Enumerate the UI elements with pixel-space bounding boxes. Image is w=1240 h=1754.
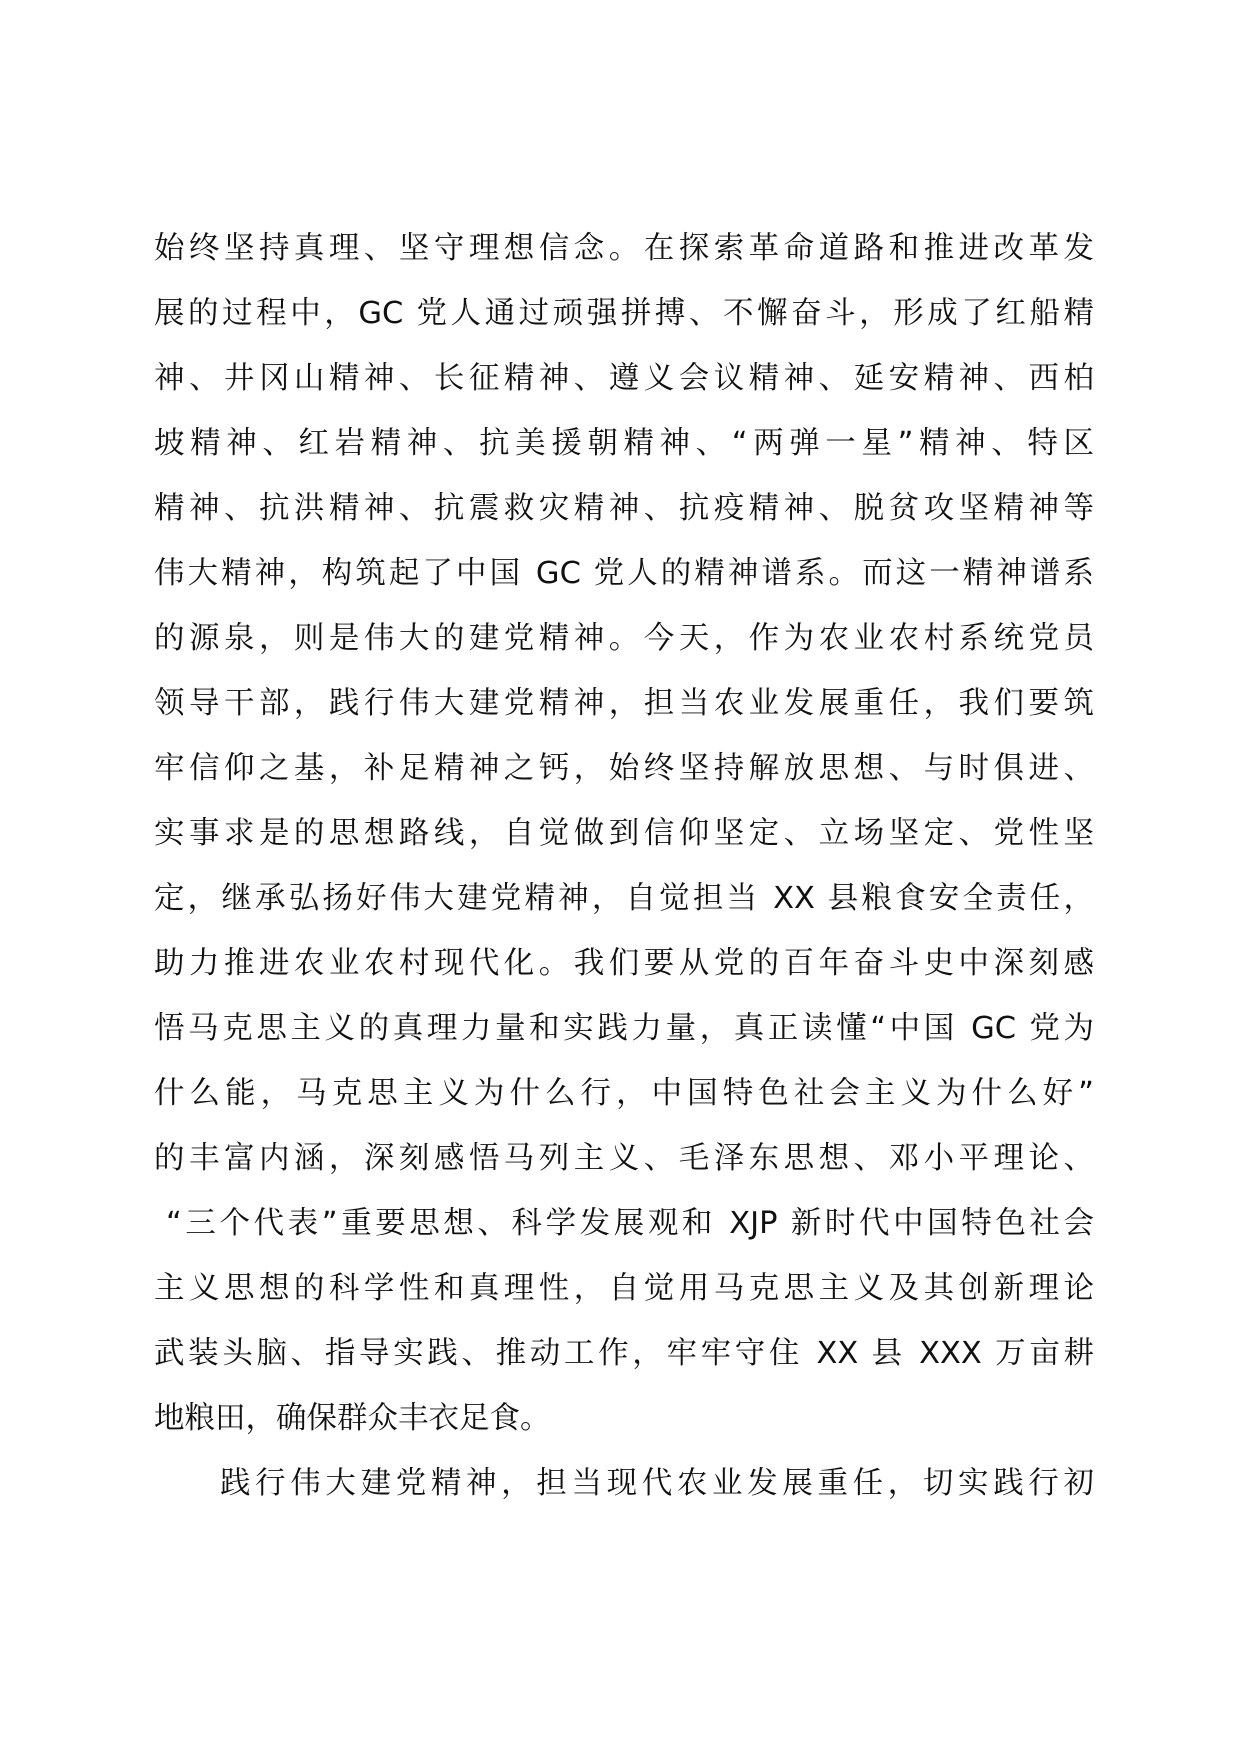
text-line: 的源泉，则是伟大的建党精神。今天，作为农业农村系统党员 bbox=[154, 621, 1094, 656]
text-line: 始终坚持真理、坚守理想信念。在探索革命道路和推进改革发 bbox=[154, 231, 1094, 266]
text-line: 实事求是的思想路线，自觉做到信仰坚定、立场坚定、党性坚 bbox=[154, 816, 1094, 851]
text-line: 神、井冈山精神、长征精神、遵义会议精神、延安精神、西柏 bbox=[154, 361, 1094, 396]
text-line: 武装头脑、指导实践、推动工作，牢牢守住 XX 县 XXX 万亩耕 bbox=[154, 1336, 1094, 1371]
text-line: 什么能，马克思主义为什么行，中国特色社会主义为什么好” bbox=[154, 1076, 1094, 1111]
text-line: 展的过程中，GC 党人通过顽强拼搏、不懈奋斗，形成了红船精 bbox=[154, 296, 1094, 331]
text-line: 领导干部，践行伟大建党精神，担当农业发展重任，我们要筑 bbox=[154, 686, 1094, 721]
text-line: 的丰富内涵，深刻感悟马列主义、毛泽东思想、邓小平理论、 bbox=[154, 1141, 1094, 1176]
text-line: 悟马克思主义的真理力量和实践力量，真正读懂“中国 GC 党为 bbox=[154, 1011, 1094, 1046]
text-line: 定，继承弘扬好伟大建党精神，自觉担当 XX 县粮食安全责任， bbox=[154, 881, 1094, 916]
text-line: 主义思想的科学性和真理性，自觉用马克思主义及其创新理论 bbox=[154, 1271, 1094, 1306]
text-line: 伟大精神，构筑起了中国 GC 党人的精神谱系。而这一精神谱系 bbox=[154, 556, 1094, 591]
text-line: 地粮田，确保群众丰衣足食。 bbox=[154, 1401, 551, 1436]
text-line: 坡精神、红岩精神、抗美援朝精神、“两弹一星”精神、特区 bbox=[154, 426, 1094, 461]
body-text bbox=[154, 216, 1094, 1516]
text-line: 牢信仰之基，补足精神之钙，始终坚持解放思想、与时俱进、 bbox=[154, 751, 1094, 786]
text-line: 助力推进农业农村现代化。我们要从党的百年奋斗史中深刻感 bbox=[154, 946, 1094, 981]
text-line: “三个代表”重要思想、科学发展观和 XJP 新时代中国特色社会 bbox=[166, 1206, 1094, 1241]
paragraph-first-line: 践行伟大建党精神，担当现代农业发展重任，切实践行初 bbox=[220, 1466, 1094, 1501]
text-line: 精神、抗洪精神、抗震救灾精神、抗疫精神、脱贫攻坚精神等 bbox=[154, 491, 1094, 526]
